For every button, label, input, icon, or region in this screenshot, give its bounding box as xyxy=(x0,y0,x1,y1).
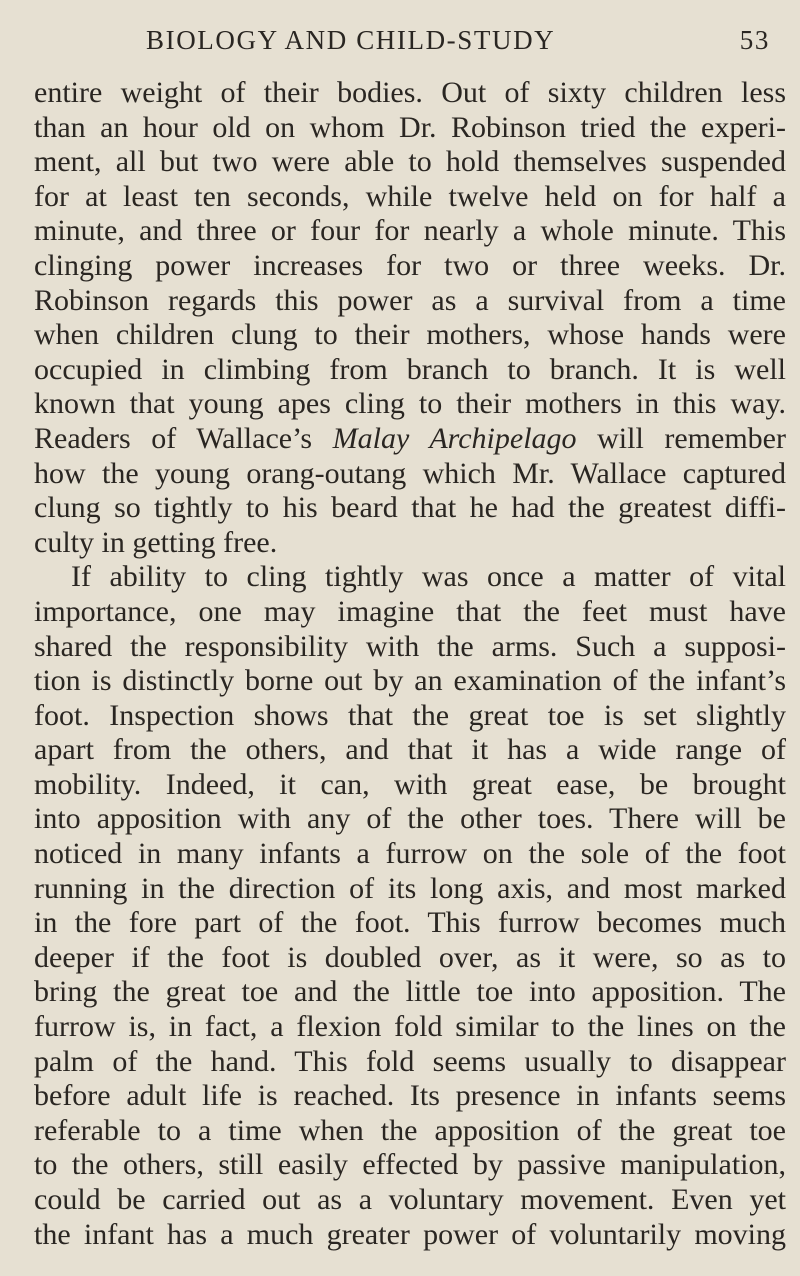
text-line: before adult life is reached. Its presence in infants seems xyxy=(34,1079,786,1113)
text-line: shared the responsibility with the arms. Such a supposi- xyxy=(34,629,786,663)
text-line: clinging power increases for two or three weeks. Dr. xyxy=(34,248,786,282)
text-line: in the fore part of the foot. This furrow becomes much xyxy=(34,906,786,940)
text-line: entire weight of their bodies. Out of sixty children less xyxy=(34,76,786,109)
text-line: ment, all but two were able to hold themselves suspended xyxy=(34,145,786,179)
text-line: when children clung to their mothers, whose hands were xyxy=(34,318,786,352)
text-line: the infant has a much greater power of voluntarily moving xyxy=(34,1217,786,1251)
text-line: mobility. Indeed, it can, with great ease, be brought xyxy=(34,767,786,801)
text-line: foot. Inspection shows that the great toe is set slightly xyxy=(34,698,786,732)
page-number: 53 xyxy=(739,25,770,55)
text-line: Robinson regards this power as a survival from a time xyxy=(34,283,786,317)
text-segment: Readers of Wallace’s xyxy=(34,421,333,455)
text-line: could be carried out as a voluntary movement. Even yet xyxy=(34,1183,786,1216)
text-line: running in the direction of its long axis, and most marked xyxy=(34,871,786,905)
text-line: importance, one may imagine that the feet must have xyxy=(34,594,786,628)
text-line: culty in getting free. xyxy=(34,525,278,559)
body-text xyxy=(34,76,786,1252)
text-line: how the young orang-outang which Mr. Wallace captured xyxy=(34,456,786,490)
text-line: deeper if the foot is doubled over, as it were, so as to xyxy=(34,940,786,974)
book-title: Malay Archipelago xyxy=(332,421,577,455)
text-line: furrow is, in fact, a flexion fold similar to the lines on the xyxy=(34,1010,786,1044)
running-head xyxy=(146,20,786,60)
text-line-with-title xyxy=(34,422,786,457)
text-line: for at least ten seconds, while twelve held on for half a xyxy=(34,179,786,213)
text-line: occupied in climbing from branch to branch. It is well xyxy=(34,352,786,386)
text-line: known that young apes cling to their mothers in this way. xyxy=(34,387,786,421)
text-line: into apposition with any of the other toes. There will be xyxy=(34,802,786,836)
running-title: BIOLOGY AND CHILD-STUDY xyxy=(146,25,556,55)
text-line: tion is distinctly borne out by an examination of the infant’s xyxy=(34,664,786,698)
text-line: minute, and three or four for nearly a whole minute. This xyxy=(34,214,786,248)
text-line: apart from the others, and that it has a wide range of xyxy=(34,733,786,767)
text-line: If ability to cling tightly was once a matter of vital xyxy=(71,560,786,594)
text-line: bring the great toe and the little toe into apposition. The xyxy=(34,975,786,1009)
text-line: palm of the hand. This fold seems usually to disappear xyxy=(34,1044,786,1078)
text-segment: will remember xyxy=(576,421,786,455)
text-line: to the others, still easily effected by passive manipulation, xyxy=(34,1148,786,1182)
text-line: referable to a time when the apposition of the great toe xyxy=(34,1113,786,1147)
text-line: clung so tightly to his beard that he had the greatest diffi- xyxy=(34,491,786,525)
text-line: than an hour old on whom Dr. Robinson tried the experi- xyxy=(34,110,786,144)
text-line: noticed in many infants a furrow on the sole of the foot xyxy=(34,837,786,871)
